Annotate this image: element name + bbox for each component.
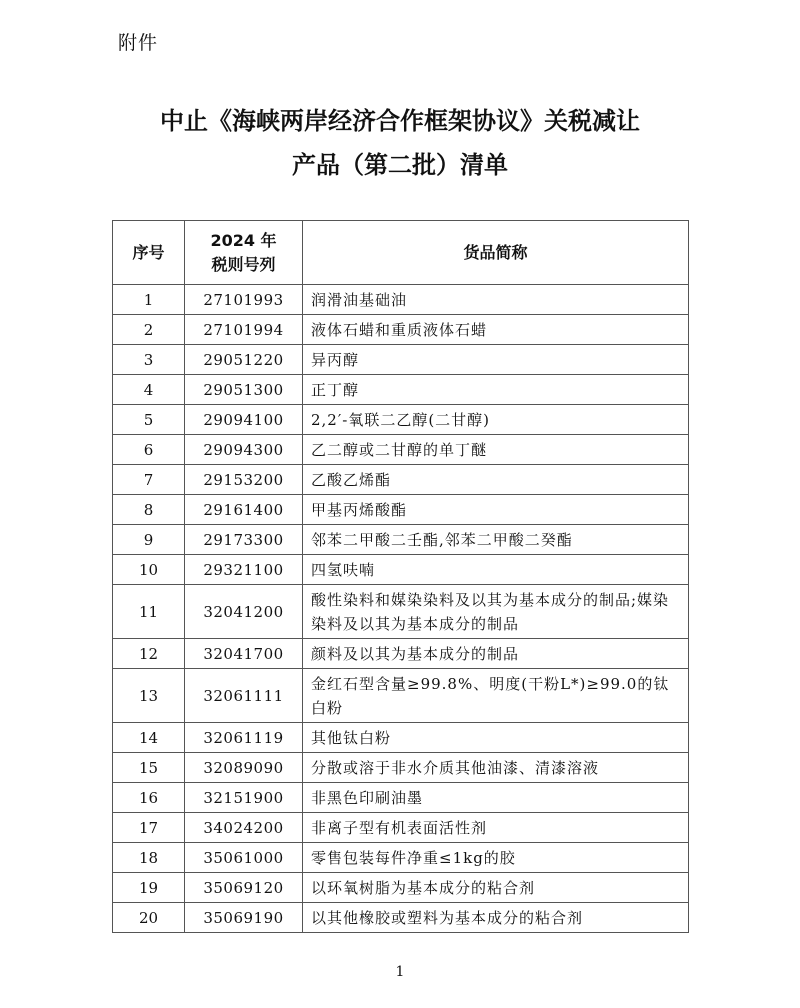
row-product-name: 2,2′-氧联二乙醇(二甘醇): [303, 405, 689, 435]
row-seq: 4: [113, 375, 185, 405]
table-row: [113, 585, 689, 639]
table-row: [113, 813, 689, 843]
table-row: [113, 783, 689, 813]
row-product-name: 乙酸乙烯酯: [303, 465, 689, 495]
row-product-name: 甲基丙烯酸酯: [303, 495, 689, 525]
row-product-name: 颜料及以其为基本成分的制品: [303, 639, 689, 669]
product-list-table: [112, 220, 689, 933]
row-tariff-code: 32089090: [185, 753, 303, 783]
row-seq: 11: [113, 585, 185, 639]
table-row: [113, 555, 689, 585]
table-row: [113, 723, 689, 753]
table-row: [113, 315, 689, 345]
row-product-name: 零售包装每件净重≤1kg的胶: [303, 843, 689, 873]
row-product-name: 异丙醇: [303, 345, 689, 375]
table-row: [113, 405, 689, 435]
header-product-name: 货品简称: [303, 221, 689, 285]
row-seq: 9: [113, 525, 185, 555]
table-row: [113, 495, 689, 525]
row-tariff-code: 32061119: [185, 723, 303, 753]
row-product-name: 邻苯二甲酸二壬酯,邻苯二甲酸二癸酯: [303, 525, 689, 555]
row-seq: 17: [113, 813, 185, 843]
table-row: [113, 843, 689, 873]
row-product-name: 非黑色印刷油墨: [303, 783, 689, 813]
row-seq: 18: [113, 843, 185, 873]
header-tariff-code-line2: 税则号列: [211, 254, 276, 274]
row-product-name: 非离子型有机表面活性剂: [303, 813, 689, 843]
row-tariff-code: 32151900: [185, 783, 303, 813]
page-number: 1: [395, 964, 405, 980]
row-tariff-code: 29153200: [185, 465, 303, 495]
table-row: [113, 903, 689, 933]
row-product-name: 液体石蜡和重质液体石蜡: [303, 315, 689, 345]
row-tariff-code: 32041200: [185, 585, 303, 639]
row-product-name: 润滑油基础油: [303, 285, 689, 315]
row-tariff-code: 27101993: [185, 285, 303, 315]
row-product-name: 其他钛白粉: [303, 723, 689, 753]
row-product-name: 乙二醇或二甘醇的单丁醚: [303, 435, 689, 465]
row-seq: 1: [113, 285, 185, 315]
row-product-name: 以其他橡胶或塑料为基本成分的粘合剂: [303, 903, 689, 933]
row-tariff-code: 29051300: [185, 375, 303, 405]
attachment-label: 附件: [118, 32, 159, 54]
row-seq: 12: [113, 639, 185, 669]
row-seq: 8: [113, 495, 185, 525]
row-tariff-code: 35069120: [185, 873, 303, 903]
table-row: [113, 873, 689, 903]
table-row: [113, 525, 689, 555]
row-tariff-code: 29094100: [185, 405, 303, 435]
row-tariff-code: 29173300: [185, 525, 303, 555]
table-row: [113, 669, 689, 723]
row-seq: 5: [113, 405, 185, 435]
table-row: [113, 285, 689, 315]
row-product-name: 四氢呋喃: [303, 555, 689, 585]
row-seq: 14: [113, 723, 185, 753]
row-tariff-code: 27101994: [185, 315, 303, 345]
row-tariff-code: 32061111: [185, 669, 303, 723]
row-seq: 20: [113, 903, 185, 933]
row-seq: 10: [113, 555, 185, 585]
header-tariff-code: [185, 221, 303, 285]
row-product-name: 分散或溶于非水介质其他油漆、清漆溶液: [303, 753, 689, 783]
row-tariff-code: 29094300: [185, 435, 303, 465]
header-seq: 序号: [113, 221, 185, 285]
table-row: [113, 435, 689, 465]
table-row: [113, 345, 689, 375]
row-seq: 3: [113, 345, 185, 375]
row-seq: 7: [113, 465, 185, 495]
row-tariff-code: 29321100: [185, 555, 303, 585]
table-row: [113, 753, 689, 783]
row-product-name: 正丁醇: [303, 375, 689, 405]
row-tariff-code: 29051220: [185, 345, 303, 375]
table-header-row: [113, 221, 689, 285]
row-tariff-code: 29161400: [185, 495, 303, 525]
row-tariff-code: 32041700: [185, 639, 303, 669]
table-row: [113, 465, 689, 495]
table-row: [113, 639, 689, 669]
row-tariff-code: 34024200: [185, 813, 303, 843]
row-tariff-code: 35069190: [185, 903, 303, 933]
row-seq: 16: [113, 783, 185, 813]
document-title-line2: 产品（第二批）清单: [292, 151, 508, 179]
header-tariff-code-line1: 2024 年: [210, 230, 277, 250]
row-product-name: 金红石型含量≥99.8%、明度(干粉L*)≥99.0的钛白粉: [303, 669, 689, 723]
row-seq: 19: [113, 873, 185, 903]
row-tariff-code: 35061000: [185, 843, 303, 873]
row-product-name: 以环氧树脂为基本成分的粘合剂: [303, 873, 689, 903]
row-seq: 6: [113, 435, 185, 465]
row-seq: 13: [113, 669, 185, 723]
row-seq: 15: [113, 753, 185, 783]
row-product-name: 酸性染料和媒染染料及以其为基本成分的制品;媒染染料及以其为基本成分的制品: [303, 585, 689, 639]
row-seq: 2: [113, 315, 185, 345]
document-title-line1: 中止《海峡两岸经济合作框架协议》关税减让: [160, 107, 640, 135]
table-row: [113, 375, 689, 405]
